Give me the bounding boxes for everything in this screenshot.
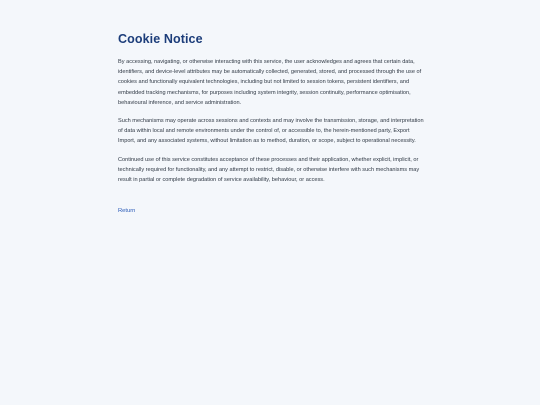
notice-paragraph-1: By accessing, navigating, or otherwise interacting with this service, the user acknowledges and agrees that certain data, identifiers, and device-level attributes may be automatically collected, generated, stored, and processed through the use of cookies and functionally equivalent technologies, including but not limited to session tokens, persistent identifiers, and embedded tracking mechanisms, for purposes including system integrity, session continuity, performance optimisation, behavioural inference, and service administration. [118, 59, 422, 106]
notice-content [118, 31, 424, 217]
page-title: Cookie Notice [118, 32, 203, 46]
notice-paragraph-3: Continued use of this service constitutes acceptance of these processes and their application, whether explicit, implicit, or technically required for functionality, and any attempt to restrict, disable, or otherwise interfere with such mechanisms may result in partial or complete degradation of service availability, behaviour, or access. [118, 156, 420, 184]
return-link[interactable]: Return [118, 208, 136, 215]
notice-paragraph-2: Such mechanisms may operate across sessions and contexts and may involve the transmission, storage, and interpretation of data within local and remote environments under the control of, or accessible to, the herein-mentioned party, Export Import, and any associated systems, without limitation as to method, duration, or scope, subject to operational necessity. [118, 118, 424, 145]
